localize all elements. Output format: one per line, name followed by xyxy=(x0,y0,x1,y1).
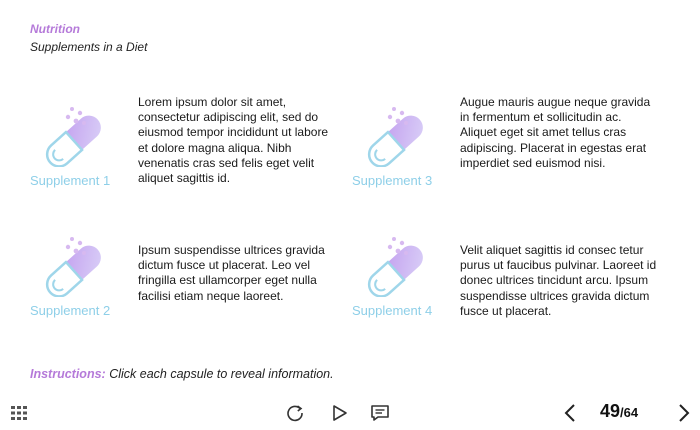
chevron-left-icon xyxy=(560,402,582,424)
notes-icon xyxy=(369,402,391,424)
supplement-card-4 xyxy=(352,243,672,353)
slide-subtitle: Supplements in a Diet xyxy=(30,40,148,54)
capsule-button-1[interactable] xyxy=(30,95,122,195)
page-counter xyxy=(600,401,638,422)
capsule-label: Supplement 2 xyxy=(30,303,111,318)
card-text: Augue mauris augue neque gravida in fermentum et sollicitudin ac. Aliquet eget sit amet tellus cras adipiscing. Placerat in egestas erat imperdiet sed euismod nisi. xyxy=(460,95,651,170)
header xyxy=(30,21,147,55)
capsule-icon xyxy=(32,233,116,297)
player-toolbar xyxy=(0,392,700,430)
instructions xyxy=(30,367,334,381)
capsule-label: Supplement 4 xyxy=(352,303,433,318)
instructions-label: Instructions: xyxy=(30,367,106,381)
grid-menu-icon xyxy=(8,402,30,424)
capsule-button-2[interactable] xyxy=(30,225,122,325)
card-text: Velit aliquet sagittis id consec tetur purus ut faucibus pulvinar. Laoreet id donec ultrices tincidunt arcu. Ipsum suspendisse ultrices gravida dictum fusce ut placerat. xyxy=(460,243,657,318)
next-slide-button[interactable] xyxy=(672,402,694,424)
total-pages: /64 xyxy=(620,405,639,420)
capsule-button-4[interactable] xyxy=(352,225,444,325)
previous-slide-button[interactable] xyxy=(560,402,582,424)
card-text: Ipsum suspendisse ultrices gravida dictum fusce ut placerat. Leo vel fringilla est ullamcorper eget nulla facilisi etiam neque laoreet. xyxy=(138,243,325,303)
chevron-right-icon xyxy=(672,402,694,424)
play-icon xyxy=(328,402,350,424)
capsule-label: Supplement 3 xyxy=(352,173,433,188)
instructions-text: Click each capsule to reveal information. xyxy=(109,367,334,381)
supplement-card-2 xyxy=(30,243,350,353)
menu-button[interactable] xyxy=(8,402,30,424)
capsule-button-3[interactable] xyxy=(352,95,444,195)
capsule-icon xyxy=(354,233,438,297)
current-page: 49 xyxy=(600,401,621,421)
play-button[interactable] xyxy=(328,402,350,424)
capsule-icon xyxy=(32,103,116,167)
supplement-card-3 xyxy=(352,95,672,205)
capsule-icon xyxy=(354,103,438,167)
notes-button[interactable] xyxy=(369,402,391,424)
capsule-label: Supplement 1 xyxy=(30,173,111,188)
card-text: Lorem ipsum dolor sit amet, consectetur adipiscing elit, sed do eiusmod tempor incididunt ut labore et dolore magna aliqua. Nibh venenatis cras sed felis eget velit aliquet sagittis id. xyxy=(138,95,329,186)
replay-button[interactable] xyxy=(284,402,306,424)
replay-icon xyxy=(284,402,306,424)
supplement-card-1 xyxy=(30,95,350,205)
course-title: Nutrition xyxy=(30,22,80,36)
